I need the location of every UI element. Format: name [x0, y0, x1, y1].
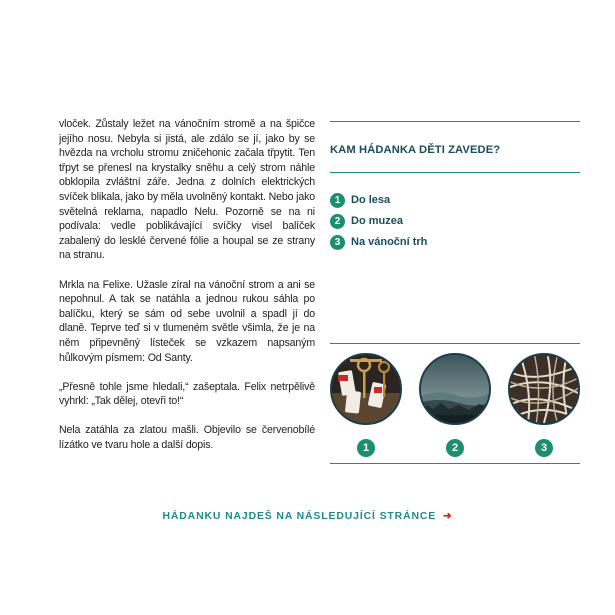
- next-page-hint: [0, 510, 615, 522]
- story-paragraph-2: Mrkla na Felixe. Užasle zíral na vánoční strom a ani se nepohnul. A tak se natáhla a jednou rukou sáhla po balíčku, který se sám od sebe uvolnil a spadl jí do dlaně. Teprve teď si v tlumeném světle všimla, že je na něm připevněný lísteček se vzkazem napsaným hůlkovým písmem: Od Santy.: [59, 278, 315, 364]
- story-paragraph-4: Nela zatáhla za zlatou mašli. Objevilo se červenobílé lízátko ve tvaru hole a další dopis.: [59, 424, 315, 452]
- answer-option-1[interactable]: [330, 190, 427, 210]
- answer-label: Na vánoční trh: [351, 236, 428, 248]
- picture-number-badge: 1: [357, 439, 375, 457]
- answer-list: [330, 190, 427, 253]
- quiz-question-rule: [330, 172, 580, 173]
- story-paragraph-1: vloček. Zůstaly ležet na vánočním stromě a na špičce jejího nosu. Nebyla si jistá, ale zdálo se jí, jako by se hvězda na vrcholu stromu zničehonic začala třpytit. Ten třpyt se přenesl na krystalky sněhu a celý strom náhle obklopila zvláštní záře. Jedna z dolních elektrických svíček blikala, jako by měla uvolněný kontakt. Nebo jako světelná reklama, napadlo Nelu. Pozorně se na ni podívala: vedle poblikávající svíčky visel balíček zabalený do lesklé červené fólie a houpal se ze strany na stranu.: [59, 118, 315, 262]
- answer-label: Do muzea: [351, 215, 403, 227]
- answer-number-badge: 2: [330, 214, 345, 229]
- picture-number-badge: 3: [535, 439, 553, 457]
- story-text: [59, 117, 315, 467]
- pictures-bottom-rule: [330, 463, 580, 464]
- keys-and-cards-picture[interactable]: [330, 353, 402, 425]
- picture-clues: [330, 353, 580, 463]
- quiz-question: KAM HÁDANKA DĚTI ZAVEDE?: [330, 144, 501, 156]
- pictures-top-rule: [330, 343, 580, 344]
- arrow-right-icon: ➜: [442, 511, 453, 522]
- answer-option-2[interactable]: [330, 211, 427, 231]
- answer-number-badge: 3: [330, 235, 345, 250]
- picture-number-badge: 2: [446, 439, 464, 457]
- answer-label: Do lesa: [351, 194, 391, 206]
- answer-option-3[interactable]: [330, 232, 427, 252]
- next-page-hint-text: HÁDANKU NAJDEŠ NA NÁSLEDUJÍCÍ STRÁNCE: [162, 511, 437, 522]
- story-paragraph-3: „Přesně tohle jsme hledali,“ zašeptala. Felix netrpělivě vyhrkl: „Tak dělej, otevři to!“: [59, 380, 315, 408]
- misty-forest-landscape-picture[interactable]: [419, 353, 491, 425]
- dry-branches-picture[interactable]: [508, 353, 580, 425]
- quiz-top-rule: [330, 121, 580, 122]
- answer-number-badge: 1: [330, 193, 345, 208]
